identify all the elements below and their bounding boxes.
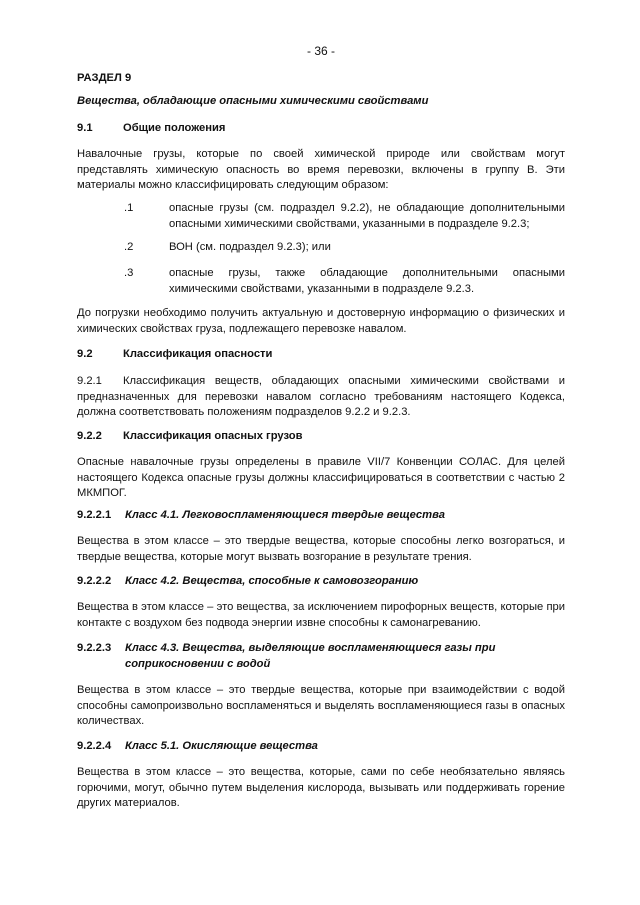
heading-number: 9.2.2.3 — [77, 642, 112, 654]
section-title: Вещества, обладающие опасными химическими свойствами — [77, 95, 429, 107]
heading-number: 9.2.2.2 — [77, 575, 112, 587]
paragraph-9-2-2-4: Вещества в этом классе – это вещества, которые, сами по себе необязательно являясь горючими, могут, обычно путем выделения кислорода, вызывать или поддерживать горение других материалов. — [77, 766, 565, 809]
heading-title: Классификация опасности — [123, 348, 273, 360]
list-text: опасные грузы, также обладающие дополнительными опасными химическими свойствами, указанными в подразделе 9.2.3. — [169, 267, 565, 295]
list-text: опасные грузы (см. подраздел 9.2.2), не обладающие дополнительными опасными химическими свойствами, указанными в подразделе 9.2.3; — [169, 202, 565, 230]
heading-number: 9.2.2 — [77, 430, 102, 442]
list-marker: .1 — [124, 202, 134, 214]
paragraph-9-1-intro: Навалочные грузы, которые по своей химической природе или свойствам могут представлять химическую опасность во время перевозки, включены в группу В. Эти материалы можно классифицировать следующим образом: — [77, 148, 565, 191]
section-label: РАЗДЕЛ 9 — [77, 72, 132, 84]
heading-9-2-2-1 — [77, 508, 565, 524]
list-text: ВОН (см. подраздел 9.2.3); или — [169, 241, 331, 253]
paragraph-9-2-2: Опасные навалочные грузы определены в правиле VII/7 Конвенции СОЛАС. Для целей настоящего Кодекса опасные грузы должны классифицироваться в соответствии с частью 2 МКМПОГ. — [77, 456, 565, 499]
heading-title: Класс 4.3. Вещества, выделяющие воспламеняющиеся газы при соприкосновении с водой — [125, 642, 496, 670]
heading-title: Класс 5.1. Окисляющие вещества — [125, 740, 318, 752]
heading-9-2-2 — [77, 429, 565, 445]
paragraph-text: Классификация веществ, обладающих опасными химическими свойствами и предназначенных для перевозки навалом согласно требованиям настоящего Кодекса, должна соответствовать положениям подразделов 9.2.2 и 9.2.3. — [77, 375, 565, 418]
paragraph-9-2-2-2: Вещества в этом классе – это вещества, за исключением пирофорных веществ, которые при контакте с воздухом без подвода энергии извне способны к самонагреванию. — [77, 601, 565, 629]
heading-9-2-2-2 — [77, 574, 565, 590]
paragraph-9-2-1 — [77, 374, 565, 421]
heading-number: 9.2.2.4 — [77, 740, 112, 752]
heading-9-2-2-4 — [77, 739, 565, 755]
heading-title: Общие положения — [123, 122, 226, 134]
heading-9-1 — [77, 121, 565, 137]
heading-number: 9.1 — [77, 122, 93, 134]
paragraph-number: 9.2.1 — [77, 375, 102, 387]
list-marker: .2 — [124, 241, 134, 253]
heading-9-2 — [77, 347, 565, 363]
heading-title: Класс 4.1. Легковоспламеняющиеся твердые вещества — [125, 509, 445, 521]
paragraph-9-1-outro: До погрузки необходимо получить актуальную и достоверную информацию о физических и химических свойствах груза, подлежащего перевозке навалом. — [77, 307, 565, 335]
heading-number: 9.2.2.1 — [77, 509, 112, 521]
heading-number: 9.2 — [77, 348, 93, 360]
heading-title: Классификация опасных грузов — [123, 430, 303, 442]
page-number: - 36 - — [306, 44, 335, 58]
heading-title: Класс 4.2. Вещества, способные к самовозгоранию — [125, 575, 419, 587]
paragraph-9-2-2-1: Вещества в этом классе – это твердые вещества, которые способны легко возгораться, и твердые вещества, которые могут вызвать возгорание в результате трения. — [77, 535, 565, 563]
list-marker: .3 — [124, 267, 134, 279]
paragraph-9-2-2-3: Вещества в этом классе – это твердые вещества, которые при взаимодействии с водой способны самопроизвольно воспламеняться и выделять воспламеняющиеся газы в опасных количествах. — [77, 684, 565, 727]
